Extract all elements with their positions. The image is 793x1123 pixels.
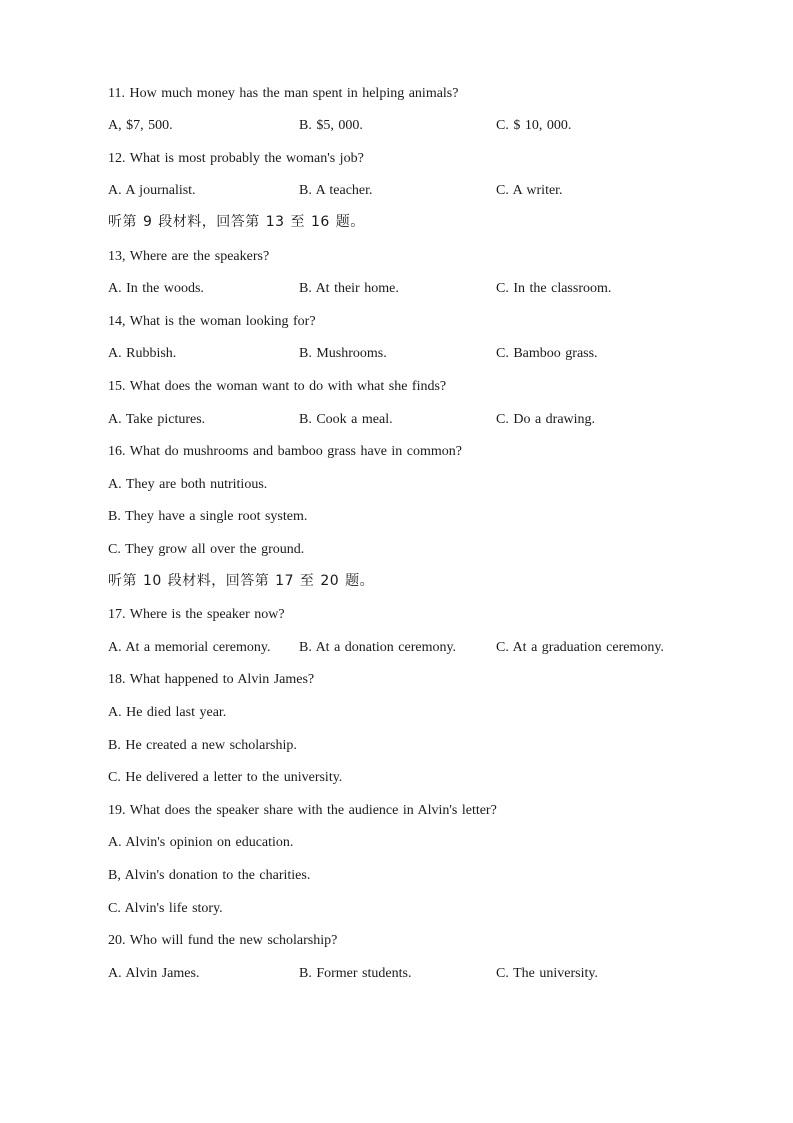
question-14-option-b: B. Mushrooms. xyxy=(299,346,387,361)
question-18-option-b: B. He created a new scholarship. xyxy=(108,738,297,753)
question-19-option-c: C. Alvin's life story. xyxy=(108,901,223,916)
question-12-stem: 12. What is most probably the woman's job? xyxy=(108,151,364,166)
section-9-instruction: 听第 9 段材料，回答第 13 至 16 题。 xyxy=(108,214,365,230)
question-11-stem: 11. How much money has the man spent in helping animals? xyxy=(108,86,459,101)
question-15-option-b: B. Cook a meal. xyxy=(299,412,393,427)
question-12-option-a: A. A journalist. xyxy=(108,183,196,198)
question-17-option-b: B. At a donation ceremony. xyxy=(299,640,457,655)
question-18-option-a: A. He died last year. xyxy=(108,705,227,720)
question-17-option-a: A. At a memorial ceremony. xyxy=(108,640,271,655)
question-18-stem: 18. What happened to Alvin James? xyxy=(108,672,315,687)
question-20-option-a: A. Alvin James. xyxy=(108,966,200,981)
question-11-option-a: A, $7, 500. xyxy=(108,118,173,133)
question-19-stem: 19. What does the speaker share with the audience in Alvin's letter? xyxy=(108,803,497,818)
question-13-option-b: B. At their home. xyxy=(299,281,399,296)
question-15-option-a: A. Take pictures. xyxy=(108,412,206,427)
question-19-option-a: A. Alvin's opinion on education. xyxy=(108,835,294,850)
question-14-stem: 14, What is the woman looking for? xyxy=(108,314,316,329)
question-14-option-c: C. Bamboo grass. xyxy=(496,346,598,361)
question-20-option-b: B. Former students. xyxy=(299,966,412,981)
question-16-option-b: B. They have a single root system. xyxy=(108,509,308,524)
question-15-option-c: C. Do a drawing. xyxy=(496,412,596,427)
section-10-instruction: 听第 10 段材料，回答第 17 至 20 题。 xyxy=(108,573,375,589)
question-17-stem: 17. Where is the speaker now? xyxy=(108,607,285,622)
question-20-option-c: C. The university. xyxy=(496,966,598,981)
question-12-option-c: C. A writer. xyxy=(496,183,563,198)
question-16-option-c: C. They grow all over the ground. xyxy=(108,542,305,557)
question-18-option-c: C. He delivered a letter to the university. xyxy=(108,770,343,785)
question-17-option-c: C. At a graduation ceremony. xyxy=(496,640,664,655)
question-15-stem: 15. What does the woman want to do with what she finds? xyxy=(108,379,447,394)
question-12-option-b: B. A teacher. xyxy=(299,183,373,198)
question-11-option-c: C. $ 10, 000. xyxy=(496,118,572,133)
question-16-option-a: A. They are both nutritious. xyxy=(108,477,268,492)
question-11-option-b: B. $5, 000. xyxy=(299,118,363,133)
question-13-option-c: C. In the classroom. xyxy=(496,281,612,296)
question-19-option-b: B, Alvin's donation to the charities. xyxy=(108,868,311,883)
question-13-stem: 13, Where are the speakers? xyxy=(108,249,270,264)
question-13-option-a: A. In the woods. xyxy=(108,281,204,296)
question-20-stem: 20. Who will fund the new scholarship? xyxy=(108,933,338,948)
question-14-option-a: A. Rubbish. xyxy=(108,346,177,361)
question-16-stem: 16. What do mushrooms and bamboo grass have in common? xyxy=(108,444,463,459)
